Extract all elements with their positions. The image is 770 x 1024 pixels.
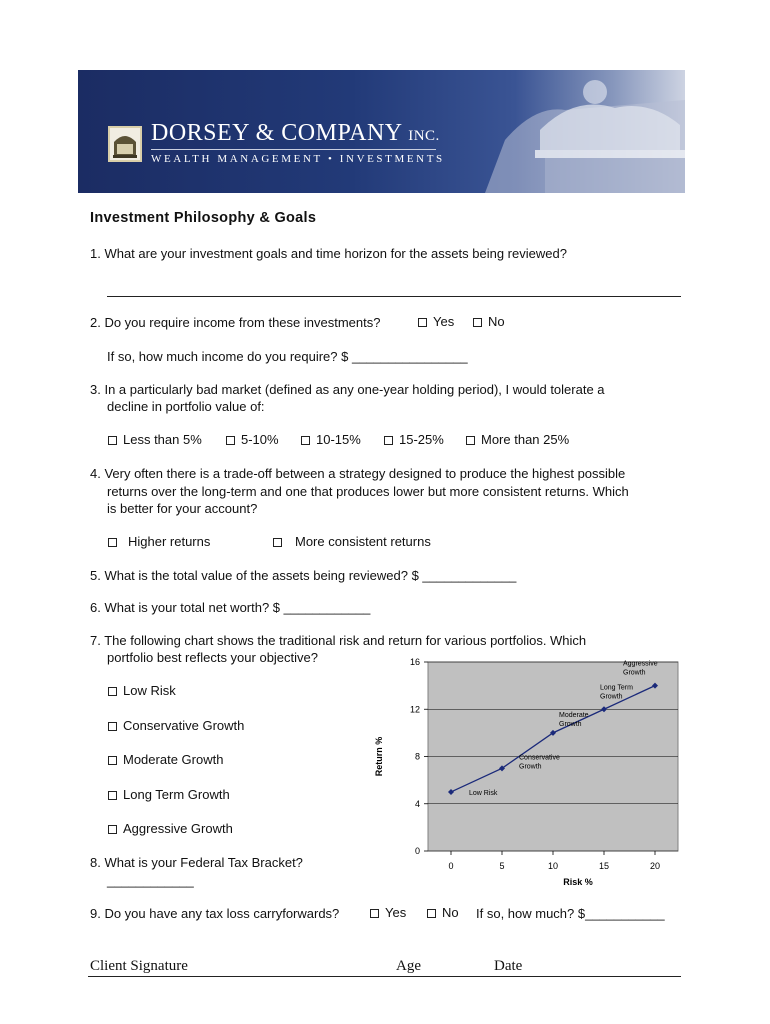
checkbox-icon — [108, 538, 117, 547]
answer-blank-q8[interactable]: ____________ — [107, 873, 194, 888]
company-name: DORSEY & COMPANY INC. — [151, 120, 440, 146]
checkbox-q2-no[interactable]: No — [473, 314, 505, 329]
checkbox-q7-option[interactable]: Low Risk — [108, 683, 176, 698]
question-8: 8. What is your Federal Tax Bracket? — [90, 855, 303, 870]
question-1: 1. What are your investment goals and time horizon for the assets being reviewed? — [90, 246, 567, 261]
question-9-followup: If so, how much? $___________ — [476, 906, 665, 921]
checkbox-q3-option[interactable]: More than 25% — [466, 432, 569, 447]
checkbox-q4-option[interactable]: Higher returns — [108, 534, 210, 549]
checkbox-q7-option[interactable]: Long Term Growth — [108, 787, 230, 802]
question-5: 5. What is the total value of the assets being reviewed? $ _____________ — [90, 568, 517, 583]
question-3-line-2: decline in portfolio value of: — [107, 399, 265, 414]
checkbox-q4-option[interactable]: More consistent returns — [273, 534, 431, 549]
data-label: Growth — [559, 720, 582, 728]
checkbox-icon — [108, 436, 117, 445]
checkbox-q2-yes[interactable]: Yes — [418, 314, 454, 329]
x-tick-label: 5 — [499, 861, 505, 871]
age-label: Age — [396, 958, 421, 974]
form-title: Investment Philosophy & Goals — [90, 210, 317, 226]
data-label: Growth — [623, 669, 646, 677]
checkbox-icon — [108, 825, 117, 834]
x-tick-label: 15 — [598, 861, 610, 871]
checkbox-icon — [226, 436, 235, 445]
data-label: Long Term — [600, 684, 633, 692]
x-tick-label: 0 — [448, 861, 454, 871]
x-tick-label: 20 — [649, 861, 661, 871]
checkbox-q9-yes[interactable]: Yes — [370, 905, 406, 920]
checkbox-q3-option[interactable]: 10-15% — [301, 432, 361, 447]
risk-return-chart-svg — [360, 650, 680, 895]
y-tick-label: 12 — [409, 704, 420, 715]
y-tick-label: 8 — [414, 751, 420, 762]
checkbox-icon — [108, 791, 117, 800]
checkbox-icon — [370, 909, 379, 918]
data-label: Growth — [600, 693, 623, 701]
question-6: 6. What is your total net worth? $ ____________ — [90, 600, 371, 615]
checkbox-icon — [273, 538, 282, 547]
checkbox-icon — [384, 436, 393, 445]
question-4-line-3: is better for your account? — [107, 501, 258, 516]
checkbox-q3-option[interactable]: Less than 5% — [108, 432, 202, 447]
answer-line-q1[interactable] — [107, 296, 681, 297]
checkbox-q7-option[interactable]: Conservative Growth — [108, 718, 244, 733]
checkbox-icon — [108, 722, 117, 731]
company-tagline: WEALTH MANAGEMENT • INVESTMENTS — [151, 153, 445, 165]
risk-return-chart — [360, 650, 680, 895]
question-3-line-1: 3. In a particularly bad market (defined as any one-year holding period), I would tolerate a — [90, 382, 605, 397]
company-logo-icon — [108, 126, 142, 162]
header-banner — [78, 70, 685, 193]
question-7-line-2: portfolio best reflects your objective? — [107, 650, 318, 665]
data-label: Aggressive — [623, 660, 658, 668]
checkbox-q3-option[interactable]: 5-10% — [226, 432, 279, 447]
date-label: Date — [494, 958, 523, 974]
y-axis-label: Return % — [374, 736, 384, 777]
client-signature-label: Client Signature — [90, 958, 188, 974]
x-axis-label: Risk % — [563, 877, 593, 887]
architecture-illustration — [445, 70, 685, 193]
question-2: 2. Do you require income from these investments? — [90, 315, 381, 330]
question-7-line-1: 7. The following chart shows the traditional risk and return for various portfolios. Which — [90, 633, 587, 648]
signature-line[interactable] — [88, 976, 681, 977]
checkbox-q3-option[interactable]: 15-25% — [384, 432, 444, 447]
y-tick-label: 16 — [409, 657, 420, 667]
data-label: Moderate — [559, 711, 589, 719]
checkbox-icon — [301, 436, 310, 445]
question-2-followup: If so, how much income do you require? $ ________________ — [107, 349, 468, 364]
y-tick-label: 0 — [414, 846, 420, 856]
y-tick-label: 4 — [414, 798, 420, 809]
question-4-line-1: 4. Very often there is a trade-off between a strategy designed to produce the highest possible — [90, 466, 626, 481]
data-label: Growth — [519, 763, 542, 771]
data-label: Low Risk — [469, 789, 498, 797]
checkbox-icon — [466, 436, 475, 445]
checkbox-q9-no[interactable]: No — [427, 905, 459, 920]
question-4-line-2: returns over the long-term and one that produces lower but more consistent returns. Which — [107, 484, 629, 499]
question-9: 9. Do you have any tax loss carryforwards? — [90, 906, 340, 921]
data-label: Conservative — [519, 754, 560, 762]
divider — [151, 149, 436, 150]
checkbox-icon — [473, 318, 482, 327]
checkbox-icon — [418, 318, 427, 327]
checkbox-q7-option[interactable]: Aggressive Growth — [108, 821, 233, 836]
checkbox-icon — [108, 756, 117, 765]
checkbox-icon — [108, 687, 117, 696]
x-tick-label: 10 — [547, 861, 559, 871]
checkbox-icon — [427, 909, 436, 918]
checkbox-q7-option[interactable]: Moderate Growth — [108, 752, 223, 767]
